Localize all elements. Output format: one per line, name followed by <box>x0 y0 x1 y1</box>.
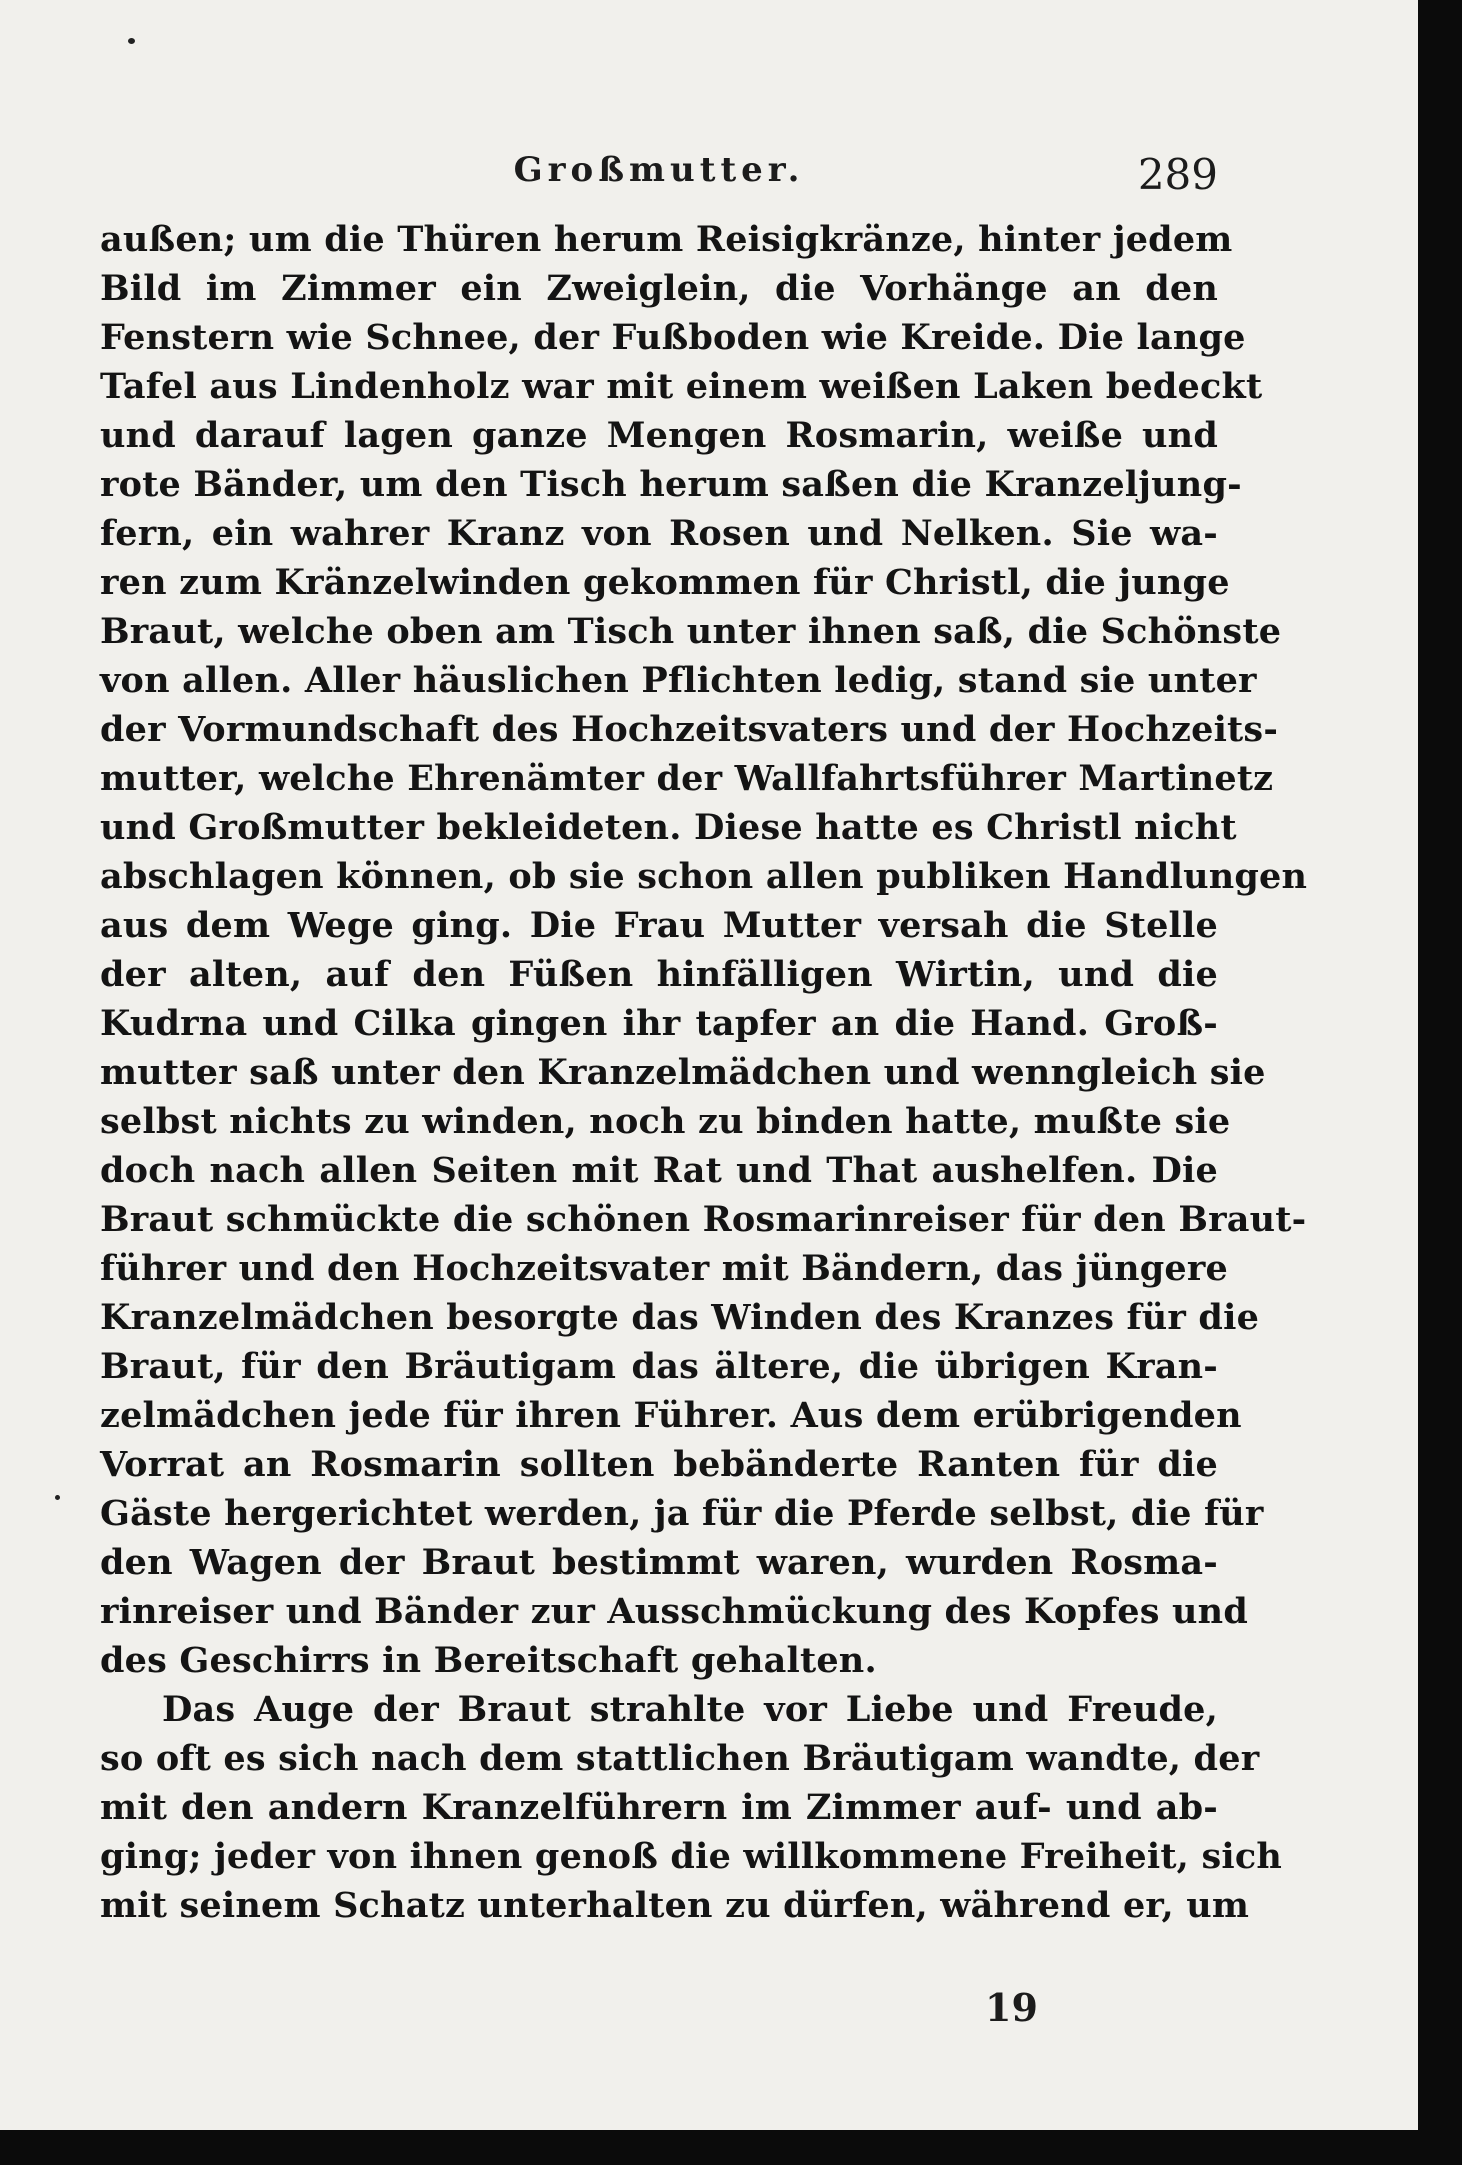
text-line: Tafel aus Lindenholz war mit einem weißen Laken bedeckt <box>100 366 1263 407</box>
text-line: mit seinem Schatz unterhalten zu dürfen, während er, um <box>100 1885 1250 1926</box>
page-number: 289 <box>1137 150 1218 199</box>
running-title: Großmutter. <box>513 150 805 190</box>
text-line: der alten, auf den Füßen hinfälligen Wirtin, und die <box>100 954 1218 995</box>
text-line: von allen. Aller häuslichen Pflichten ledig, stand sie unter <box>100 660 1257 701</box>
text-line: Fenstern wie Schnee, der Fußboden wie Kreide. Die lange <box>100 317 1246 358</box>
text-line: rote Bänder, um den Tisch herum saßen die Kranzeljung- <box>100 464 1242 505</box>
print-speck <box>128 38 135 44</box>
text-line: mit den andern Kranzelführern im Zimmer auf- und ab- <box>100 1787 1218 1828</box>
text-line: außen; um die Thüren herum Reisigkränze, hinter jedem <box>100 219 1233 260</box>
page-header <box>100 150 1218 200</box>
text-line: Kranzelmädchen besorgte das Winden des Kranzes für die <box>100 1297 1260 1338</box>
text-line: so oft es sich nach dem stattlichen Bräutigam wandte, der <box>100 1738 1260 1779</box>
signature-mark: 19 <box>985 1985 1038 2030</box>
text-line: rinreiser und Bänder zur Ausschmückung des Kopfes und <box>100 1591 1248 1632</box>
text-line: Kudrna und Cilka gingen ihr tapfer an die Hand. Groß- <box>100 1003 1218 1044</box>
text-line: und darauf lagen ganze Mengen Rosmarin, weiße und <box>100 415 1218 456</box>
text-line: und Großmutter bekleideten. Diese hatte es Christl nicht <box>100 807 1237 848</box>
text-line: ging; jeder von ihnen genoß die willkommene Freiheit, sich <box>100 1836 1283 1877</box>
text-line: abschlagen können, ob sie schon allen publiken Handlungen <box>100 856 1308 897</box>
body-text <box>100 215 1308 1930</box>
text-line: mutter, welche Ehrenämter der Wallfahrtsführer Martinetz <box>100 758 1274 799</box>
paragraph-end-line: des Geschirrs in Bereitschaft gehalten. <box>100 1640 877 1681</box>
text-line: den Wagen der Braut bestimmt waren, wurden Rosma- <box>100 1542 1218 1583</box>
text-line: selbst nichts zu winden, noch zu binden hatte, mußte sie <box>100 1101 1231 1142</box>
text-line: fern, ein wahrer Kranz von Rosen und Nelken. Sie wa- <box>100 513 1218 554</box>
text-line: Vorrat an Rosmarin sollten bebänderte Ranten für die <box>100 1444 1218 1485</box>
text-line: der Vormundschaft des Hochzeitsvaters und der Hochzeits- <box>100 709 1279 750</box>
text-line: mutter saß unter den Kranzelmädchen und wenngleich sie <box>100 1052 1266 1093</box>
text-line: zelmädchen jede für ihren Führer. Aus dem erübrigenden <box>100 1395 1242 1436</box>
text-line: doch nach allen Seiten mit Rat und That aushelfen. Die <box>100 1150 1218 1191</box>
text-line: ren zum Kränzelwinden gekommen für Christl, die junge <box>100 562 1230 603</box>
text-line: aus dem Wege ging. Die Frau Mutter versah die Stelle <box>100 905 1218 946</box>
text-line: Bild im Zimmer ein Zweiglein, die Vorhänge an den <box>100 268 1218 309</box>
text-line: Gäste hergerichtet werden, ja für die Pferde selbst, die für <box>100 1493 1264 1534</box>
text-line: Braut, welche oben am Tisch unter ihnen saß, die Schönste <box>100 611 1282 652</box>
paragraph-start-line: Das Auge der Braut strahlte vor Liebe und Freude, <box>162 1689 1218 1730</box>
text-line: Braut schmückte die schönen Rosmarinreiser für den Braut- <box>100 1199 1307 1240</box>
text-line: führer und den Hochzeitsvater mit Bändern, das jüngere <box>100 1248 1228 1289</box>
text-line: Braut, für den Bräutigam das ältere, die übrigen Kran- <box>100 1346 1218 1387</box>
print-speck <box>55 1495 60 1500</box>
